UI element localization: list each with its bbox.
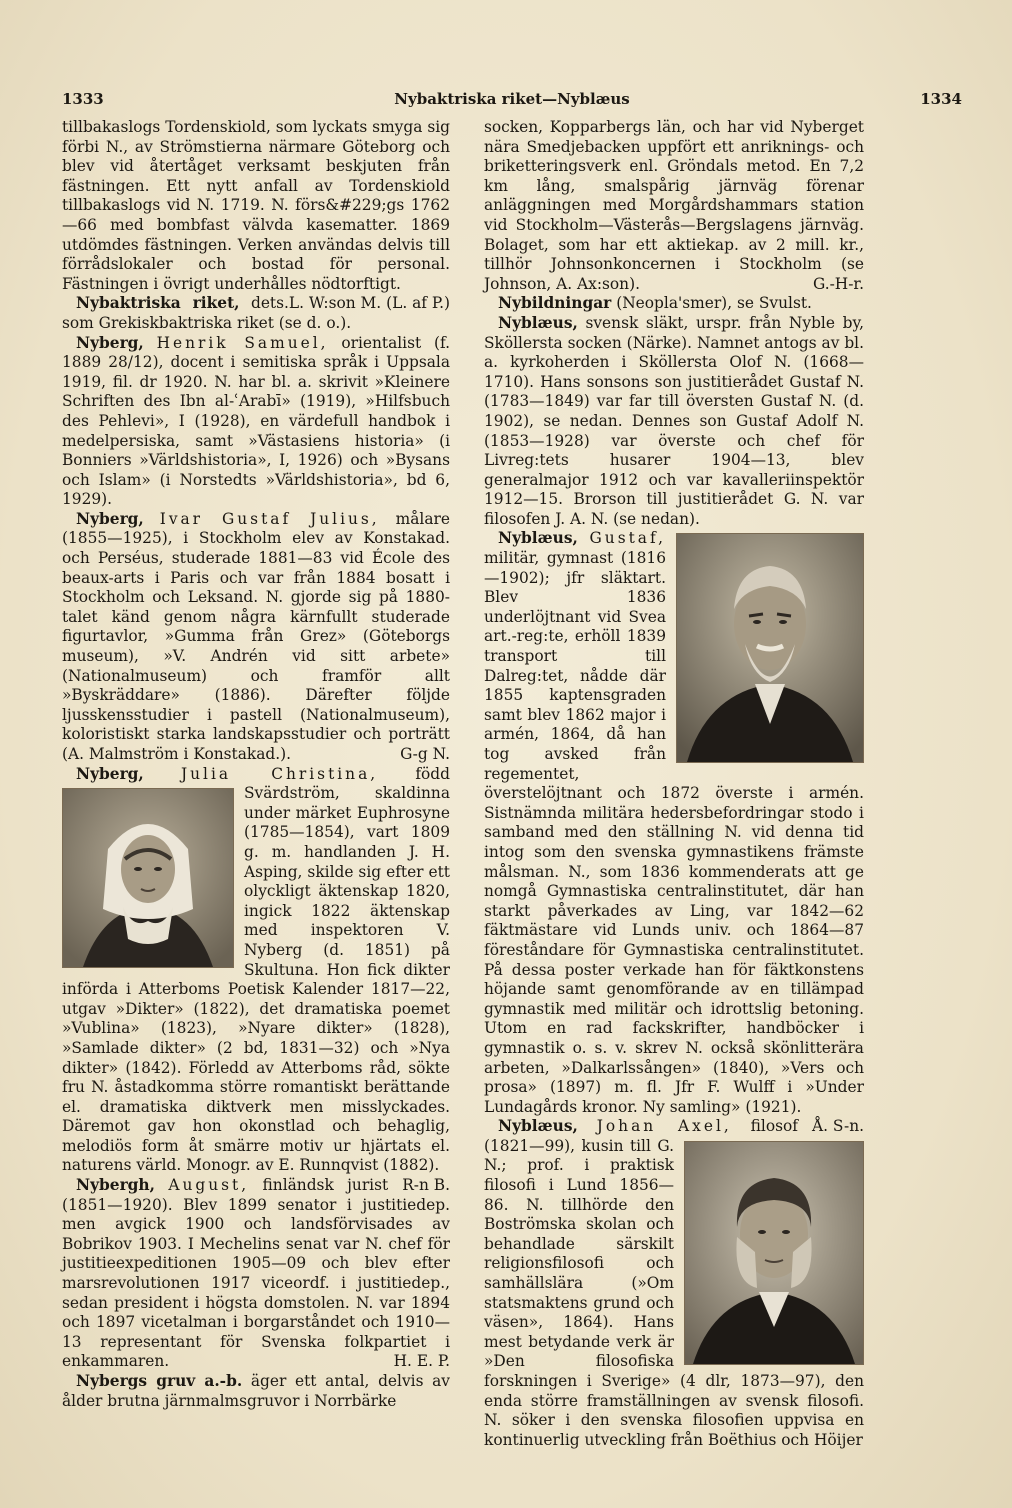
signature: R-n B. xyxy=(402,1176,450,1195)
portrait-johan-nyblaeus xyxy=(684,1141,864,1365)
headword: Nyblæus, xyxy=(498,1117,578,1136)
page-header xyxy=(62,90,962,112)
person-name: Julia Christina, xyxy=(180,764,379,783)
entry-julia-nyberg: Nyberg, Julia Christina, född Svärdström, skaldinna under märket Euphrosyne (1785—1854), vart 1809 g. m. handlanden J. H. Asping, skilde sig efter ett olyckligt äktenskap 1820, ingick 1822 äktenskap med inspektoren V. Nyberg (d. 1851) på Skultuna. Hon fick dikter införda i Atterboms Poetisk Kalender 1817—22, utgav »Dikter» (1822), det dramatiska poemet »Vublina» (1823), »Nyare dikter» (1828), »Samlade dikter» (2 bd, 1831—32) och »Nya dikter» (1842). Förledd av Atterboms råd, sökte fru N. åstadkomma större romantiskt berättande el. dramatiska diktverk men misslyckades. Däremot gav hon okonstlad och behaglig, melodiös form åt smärre motiv ur hjärtats el. naturens värld. Monogr. av E. Runnqvist (1882). R-n B. xyxy=(62,764,450,1195)
person-name: Henrik Samuel, xyxy=(156,333,329,352)
signature: Å. S-n. xyxy=(811,1117,864,1136)
person-name: Johan Axel, xyxy=(596,1117,732,1136)
headword: Nyberg, xyxy=(76,509,144,528)
person-name: Gustaf, xyxy=(589,529,666,548)
left-column xyxy=(62,118,450,1411)
entry-nybergs-gruv-continuation: socken, Kopparbergs län, och har vid Nyberget nära Smedjebacken uppfört ett anriknings- och briketteringsverk enl. Gröndals metod. En 7,2 km lång, smalspårig järnväg förenar anläggningen med Morgårdshammars station vid Stockholm—Västerås—Bergslagens järnväg. Bolaget, som har ett aktiekap. av 2 mill. kr., tillhör Johnsonkoncernen i Stockholm (se Johnson, A. Ax:son). G.-H-r. xyxy=(484,118,864,293)
headword: Nyberg, xyxy=(76,764,144,783)
entry-nybaktriska-riket: Nybaktriska riket, dets. som Grekiskbaktriska riket (se d. o.). xyxy=(62,294,352,332)
headword: Nybaktriska riket, xyxy=(76,294,240,313)
headword: Nybergs gruv a.-b. xyxy=(76,1372,243,1390)
signature: G-g N. xyxy=(400,745,450,763)
entry-august-nybergh: Nybergh, August, finländsk jurist (1851—1920). Blev 1899 senator i justitiedep. men avgick 1900 och landsförvisades av Bobrikov 1903. I Mechelins senat var N. chef för justitieexpeditionen 1905—09 och blev efter marsrevolutionen 1917 viceordf. i justitiedep., sedan president i högsta domstolen. N. var 1894 och 1897 vicetalman i borgarståndet och 1910—13 representant för Svenska folkpartiet i enkammaren. H. E. P. xyxy=(62,1176,450,1371)
entry-ivar-nyberg: Nyberg, Ivar Gustaf Julius, målare (1855—1925), i Stockholm elev av Konstakad. och Perséus, studerade 1881—83 vid École des beaux-arts i Paris och var från 1884 bosatt i Stockholm och Leksand. N. gjorde sig på 1880-talet känd genom några kärnfullt studerade figurtavlor, »Gumma från Grez» (Göteborgs museum), »V. Andrén vid sitt arbete» (Nationalmuseum) och framför allt »Byskräddare» (1886). Därefter följde ljusskensstudier i pastell (Nationalmuseum), koloristiskt starka landskapsstudier och porträtt (A. Malmström i Konstakad.). G-g N. xyxy=(62,509,450,763)
entry-nybaktriska-continuation: tillbakaslogs Tordenskiold, som lyckats smyga sig förbi N., av Strömstierna närmare Göteborg och blev vid återtåget verksamt beskjuten från fästningen. Ett nytt anfall av Tordenskiold tillbakaslogs vid N. 1719. N. förs&#229;gs 1762—66 med bombfast välvda kasematter. 1869 utdömdes fästningen. Verken användas delvis till förrådslokaler och bostad för personal. Fästningen i övrigt underhålles nödtorftigt. L. W:son M. (L. af P.) xyxy=(62,118,450,313)
person-name: Ivar Gustaf Julius, xyxy=(159,509,380,528)
entry-johan-nyblaeus: Nyblæus, Johan Axel, filosof (1821—99), kusin till G. N.; prof. i praktisk filosofi i Lund 1856—86. N. tillhörde den Boströmska skolan och behandlade särskilt religionsfilosofi och samhällslära (»Om statsmaktens grund och väsen», 1864). Hans mest betydande verk är »Den filosofiska forskningen i Sverige» (4 dlr, 1873—97), den enda större framställningen av svensk filosofi. N. söker i den svenska filosofien uppvisa en kontinuerlig utveckling från Boëthius och Höijer xyxy=(484,1117,864,1449)
entry-nybergs-gruv: Nybergs gruv a.-b. äger ett antal, delvis av ålder brutna järnmalmsgruvor i Norrbärke xyxy=(62,1372,450,1410)
headword: Nyblæus, xyxy=(498,313,578,332)
headword: Nyblæus, xyxy=(498,529,578,548)
headword: Nybildningar xyxy=(498,294,612,313)
page-number-left: 1333 xyxy=(62,90,104,108)
signature: H. E. P. xyxy=(393,1352,450,1371)
person-name: August, xyxy=(168,1176,250,1195)
running-title: Nybaktriska riket—Nyblæus xyxy=(394,90,630,108)
headword: Nyberg, xyxy=(76,333,144,352)
signature: G.-H-r. xyxy=(812,274,864,293)
headword: Nybergh, xyxy=(76,1176,155,1195)
right-column xyxy=(484,118,864,1450)
signature: L. W:son M. (L. af P.) xyxy=(288,294,450,313)
portrait-julia-nyberg xyxy=(62,788,234,968)
entry-nyblaeus-slakt: Nyblæus, svensk släkt, urspr. från Nyble by, Sköllersta socken (Närke). Namnet antogs av bl. a. kyrkoherden i Sköllersta Olof N. (1668—1710). Hans sonsons son justitierådet Gustaf N. (1783—1849) var far till översten Gustaf N. (d. 1902), se nedan. Dennes son Gustaf Adolf N. (1853—1928) var överste och chef för Livreg:tets husarer 1904—13, blev generalmajor 1912 och var kavalleriinspektör 1912—15. Brorson till justitierådet G. N. var filosofen J. A. N. (se nedan). xyxy=(484,313,864,528)
page-number-right: 1334 xyxy=(920,90,962,108)
entry-nybildningar: Nybildningar (Neopla'smer), se Svulst. xyxy=(498,294,812,313)
entry-henrik-nyberg: Nyberg, Henrik Samuel, orientalist (f. 1889 28/12), docent i semitiska språk i Uppsala 1919, fil. dr 1920. N. har bl. a. skrivit »Kleinere Schriften des Ibn al-ʿArabī» (1919), »Hilfsbuch des Pehlevi», I (1928), en värdefull handbok i medelpersiska, samt »Västasiens historia» (i Bonniers »Världshistoria», I, 1926) och »Bysans och Islam» (i Norstedts »Världshistoria», bd 6, 1929). xyxy=(62,333,450,509)
entry-gustaf-nyblaeus: Nyblæus, Gustaf, militär, gymnast (1816—1902); jfr släktart. Blev 1836 underlöjtnant vid Svea art.-reg:te, erhöll 1839 transport till Dalreg:tet, nådde där 1855 kaptensgraden samt blev 1862 major i armén, 1864, då han tog avsked från regementet, överstelöjtnant och 1872 överste i armén. Sistnämnda militära hedersbefordringar stodo i samband med den ställning N. vid denna tid intog som den svenska gymnastikens främste målsman. N., som 1836 kommenderats att ge nomgå Gymnastiska centralinstitutet, där han starkt påverkades av Ling, var 1842—62 fäktmästare vid Lunds univ. och 1864—87 föreståndare för Gymnastiska centralinstitutet. På dessa poster verkade han för fäktkonstens höjande samt genomförande av en tillämpad gymnastik med militär och idrottslig betoning. Utom en rad fackskrifter, handböcker i gymnastik o. s. v. skrev N. också skönlitterära arbeten, »Dalkarlssången» (1840), »Vers och prosa» (1897) m. fl. Jfr F. Wulff i »Under Lundagårds kronor. Ny samling» (1921). Å. S-n. xyxy=(484,529,864,1136)
portrait-gustaf-nyblaeus xyxy=(676,533,864,763)
